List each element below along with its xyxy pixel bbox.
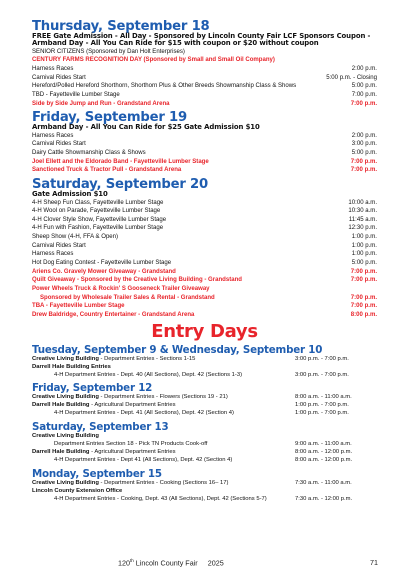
entry-description bbox=[32, 488, 122, 496]
entry-description bbox=[32, 433, 99, 441]
event-name: 4-H Sheep Fun Class, Fayetteville Lumber Stage bbox=[32, 199, 164, 206]
entry-description bbox=[32, 480, 229, 488]
entry-detail: - Agricultural Department Entries bbox=[89, 402, 176, 409]
entry-time: 7:30 a.m. - 11:00 a.m. bbox=[295, 479, 352, 486]
event-name: Carnival Rides Start bbox=[32, 242, 86, 249]
day-title: Thursday, September 18 bbox=[32, 19, 210, 34]
entry-time: 9:00 a.m. - 11:00 a.m. bbox=[295, 441, 352, 448]
entry-time: 8:00 a.m. - 12:00 p.m. bbox=[295, 448, 353, 455]
event-name: SENIOR CITIZENS (Sponsored by Dan Holt Enterprises) bbox=[32, 48, 185, 55]
event-name: TBA - Fayetteville Lumber Stage bbox=[32, 303, 125, 310]
event-name: Sponsored by Wholesale Trailer Sales & Rental - Grandstand bbox=[40, 294, 215, 301]
event-row bbox=[32, 276, 377, 285]
day-subtitle: FREE Gate Admission - All Day - Sponsored by Lincoln County Fair LCF Sponsors Coupon - Armband Day - All You Can Ride for $15 with coupon or $20 without coupon bbox=[32, 32, 371, 48]
event-row bbox=[32, 207, 377, 216]
event-name: TBD - Fayetteville Lumber Stage bbox=[32, 92, 120, 99]
entry-time: 1:00 p.m. - 7:00 p.m. bbox=[295, 410, 349, 417]
event-name: 4-H Wool on Parade, Fayetteville Lumber Stage bbox=[32, 208, 161, 215]
event-row bbox=[32, 216, 377, 225]
day-friday bbox=[32, 111, 377, 175]
event-time: 5:00 p.m. - Closing bbox=[326, 74, 377, 81]
entry-building: Darrell Hale Building bbox=[32, 448, 90, 455]
event-row bbox=[32, 48, 377, 57]
event-row bbox=[32, 91, 377, 100]
event-name: Sheep Show (4-H, FFA & Open) bbox=[32, 234, 119, 241]
fair-year: 2025 bbox=[207, 558, 224, 568]
event-row bbox=[32, 302, 377, 311]
event-time: 5:00 p.m. bbox=[351, 83, 377, 90]
entry-time: 3:00 p.m. - 7:00 p.m. bbox=[295, 371, 349, 378]
event-time: 1:00 p.m. bbox=[351, 242, 377, 249]
event-time: 8:00 p.m. bbox=[350, 312, 377, 319]
entry-detail: - Department Entries - Flowers (Sections 19 - 21) bbox=[98, 394, 228, 401]
entry-row bbox=[32, 449, 377, 457]
day-subtitle: Armband Day - All You Can Ride for $25 Gate Admission $10 bbox=[32, 123, 260, 132]
entry-days-heading: Entry Days bbox=[151, 320, 258, 342]
event-time: 7:00 p.m. bbox=[350, 167, 377, 174]
day-subtitle: Gate Admission $10 bbox=[32, 190, 108, 199]
event-row bbox=[32, 242, 377, 251]
entry-building: Darrell Hale Building bbox=[32, 402, 90, 409]
entry-detail: 4-H Department Entries - Dept 41 (All Sections), Dept. 42 (Section 4) bbox=[54, 456, 233, 463]
entry-time: 8:00 a.m. - 12:00 p.m. bbox=[295, 456, 353, 463]
entry-row bbox=[32, 356, 377, 364]
event-name: Hot Dog Eating Contest - Fayetteville Lumber Stage bbox=[32, 260, 172, 267]
fair-name: Lincoln County Fair bbox=[135, 558, 198, 568]
entry-building: Creative Living Building bbox=[32, 433, 99, 440]
event-name: Harness Races bbox=[32, 132, 74, 139]
event-time: 2:00 p.m. bbox=[351, 132, 377, 139]
entry-description bbox=[32, 441, 207, 449]
entry-detail: - Agricultural Department Entries bbox=[89, 448, 176, 455]
entry-row bbox=[32, 488, 377, 496]
event-time: 7:00 p.m. bbox=[351, 92, 377, 99]
entry-row bbox=[32, 410, 377, 418]
entry-day-title: Monday, September 15 bbox=[32, 467, 162, 480]
entry-time bbox=[295, 433, 377, 441]
event-name: Harness Races bbox=[32, 251, 74, 258]
event-time: 2:00 p.m. bbox=[351, 66, 377, 73]
event-row bbox=[32, 259, 377, 268]
event-name: Drew Baldridge, Country Entertainer - Grandstand Arena bbox=[32, 312, 195, 319]
entry-description bbox=[32, 372, 242, 380]
entry-row bbox=[32, 433, 377, 441]
event-time: 7:00 p.m. bbox=[350, 100, 377, 107]
fair-edition: 120 bbox=[118, 558, 130, 568]
page-footer bbox=[118, 558, 378, 567]
event-name: CENTURY FARMS RECOGNITION DAY (Sponsored by Small and Small Oil Company) bbox=[32, 57, 275, 64]
event-name: Carnival Rides Start bbox=[32, 141, 86, 148]
day-title: Friday, September 19 bbox=[32, 110, 187, 126]
event-row bbox=[32, 74, 377, 83]
entry-detail: 4-H Department Entries - Cooking, Dept. 43 (All Sections), Dept. 42 (Sections 5-7) bbox=[54, 495, 267, 502]
event-row bbox=[32, 149, 377, 158]
event-time: 10:00 a.m. bbox=[348, 199, 377, 206]
event-row bbox=[32, 132, 377, 141]
entry-description bbox=[32, 496, 267, 504]
fair-edition-suffix: th bbox=[130, 558, 134, 563]
entry-time: 3:00 p.m. - 7:00 p.m. bbox=[295, 355, 349, 362]
event-name: Sanctioned Truck & Tractor Pull - Grandstand Arena bbox=[32, 167, 182, 174]
entry-days-list bbox=[32, 345, 377, 504]
event-name: Ariens Co. Gravely Mower Giveaway - Grandstand bbox=[32, 268, 176, 275]
event-row bbox=[32, 199, 377, 208]
event-name: 4-H Fun with Fashion, Fayetteville Lumber Stage bbox=[32, 225, 164, 232]
event-name: Joel Ellett and the Eldorado Band - Fayetteville Lumber Stage bbox=[32, 158, 209, 165]
event-row bbox=[32, 294, 377, 303]
entry-description bbox=[32, 402, 176, 410]
entry-detail: - Department Entries - Sections 1-15 bbox=[98, 355, 196, 362]
entry-description bbox=[32, 410, 234, 418]
event-time: 5:00 p.m. bbox=[351, 150, 377, 157]
event-row bbox=[32, 166, 377, 175]
entry-day-title: Friday, September 12 bbox=[32, 382, 153, 395]
entry-row bbox=[32, 372, 377, 380]
entry-row bbox=[32, 402, 377, 410]
entry-description bbox=[32, 449, 176, 457]
event-time: 7:00 p.m. bbox=[350, 158, 377, 165]
event-name: Carnival Rides Start bbox=[32, 74, 86, 81]
event-row bbox=[32, 224, 377, 233]
event-row bbox=[32, 140, 377, 149]
entry-row bbox=[32, 457, 377, 465]
event-name: Quilt Giveaway - Sponsored by the Creative Living Building - Grandstand bbox=[32, 277, 242, 284]
page-number: 71 bbox=[370, 558, 378, 567]
event-list bbox=[32, 132, 377, 175]
event-name: Hereford/Polled Hereford Shorthorn, Shorthorn Plus & Other Breeds Showmanship Class & Shows bbox=[32, 83, 297, 90]
entry-building: Creative Living Building bbox=[32, 394, 99, 401]
event-row bbox=[32, 158, 377, 167]
event-time: 7:00 p.m. bbox=[350, 303, 377, 310]
event-time: 1:00 p.m. bbox=[351, 251, 377, 258]
event-row bbox=[32, 311, 377, 320]
entry-detail: Department Entries Section 18 - Pick TN Products Cook-off bbox=[54, 441, 208, 448]
event-time: 7:00 p.m. bbox=[350, 277, 377, 284]
event-time: 10:30 a.m. bbox=[348, 208, 377, 215]
event-row bbox=[32, 100, 377, 109]
entry-building: Lincoln County Extension Office bbox=[32, 487, 123, 494]
entry-detail: - Department Entries - Cooking (Sections 16– 17) bbox=[98, 479, 229, 486]
day-title: Saturday, September 20 bbox=[32, 177, 208, 193]
entry-description bbox=[32, 394, 228, 402]
entry-row bbox=[32, 480, 377, 488]
entry-time: 8:00 a.m. - 11:00 a.m. bbox=[295, 394, 352, 401]
entry-detail: 4-H Department Entries - Dept. 41 (All Sections), Dept. 42 (Section 4) bbox=[54, 410, 234, 417]
event-name: Side by Side Jump and Run - Grandstand Arena bbox=[32, 100, 170, 107]
event-row bbox=[32, 65, 377, 74]
entry-time bbox=[295, 364, 377, 372]
entry-time bbox=[295, 488, 377, 496]
event-row bbox=[32, 56, 377, 65]
event-time: 5:00 p.m. bbox=[351, 260, 377, 267]
event-list bbox=[32, 48, 377, 109]
entry-building: Creative Living Building bbox=[32, 355, 99, 362]
event-time: 3:00 p.m. bbox=[351, 141, 377, 148]
event-row bbox=[32, 250, 377, 259]
entry-row bbox=[32, 364, 377, 372]
entry-description bbox=[32, 356, 195, 364]
entry-time: 7:30 a.m. - 12:00 p.m. bbox=[295, 495, 353, 502]
day-saturday bbox=[32, 178, 377, 320]
entry-row bbox=[32, 496, 377, 504]
event-time: 7:00 p.m. bbox=[350, 294, 377, 301]
entry-row bbox=[32, 441, 377, 449]
entry-description bbox=[32, 364, 111, 372]
entry-description bbox=[32, 457, 232, 465]
event-time: 1:00 p.m. bbox=[351, 234, 377, 241]
event-row bbox=[32, 268, 377, 277]
event-time: 11:45 a.m. bbox=[348, 216, 377, 223]
event-time: 12:30 p.m. bbox=[348, 225, 377, 232]
event-name: Dairy Cattle Showmanship Class & Shows bbox=[32, 150, 146, 157]
event-row bbox=[32, 233, 377, 242]
entry-detail: 4-H Department Entries - Dept. 40 (All Sections), Dept. 42 (Sections 1-3) bbox=[54, 371, 243, 378]
event-name: Harness Races bbox=[32, 66, 74, 73]
entry-building: Creative Living Building bbox=[32, 479, 99, 486]
entry-building: Darrell Hale Building Entries bbox=[32, 363, 111, 370]
entry-time: 1:00 p.m. - 7:00 p.m. bbox=[295, 402, 349, 409]
entry-day-title: Saturday, September 13 bbox=[32, 421, 169, 434]
event-list bbox=[32, 199, 377, 320]
day-thursday bbox=[32, 20, 377, 108]
entry-row bbox=[32, 394, 377, 402]
event-name: 4-H Clover Style Show, Fayetteville Lumber Stage bbox=[32, 216, 167, 223]
schedule-page bbox=[32, 20, 377, 503]
entry-day-title: Tuesday, September 9 & Wednesday, September 10 bbox=[32, 343, 323, 356]
event-row bbox=[32, 82, 377, 91]
event-row bbox=[32, 285, 377, 294]
event-name: Power Wheels Truck & Rockin' S Gooseneck Trailer Giveaway bbox=[32, 286, 210, 293]
event-time: 7:00 p.m. bbox=[350, 268, 377, 275]
